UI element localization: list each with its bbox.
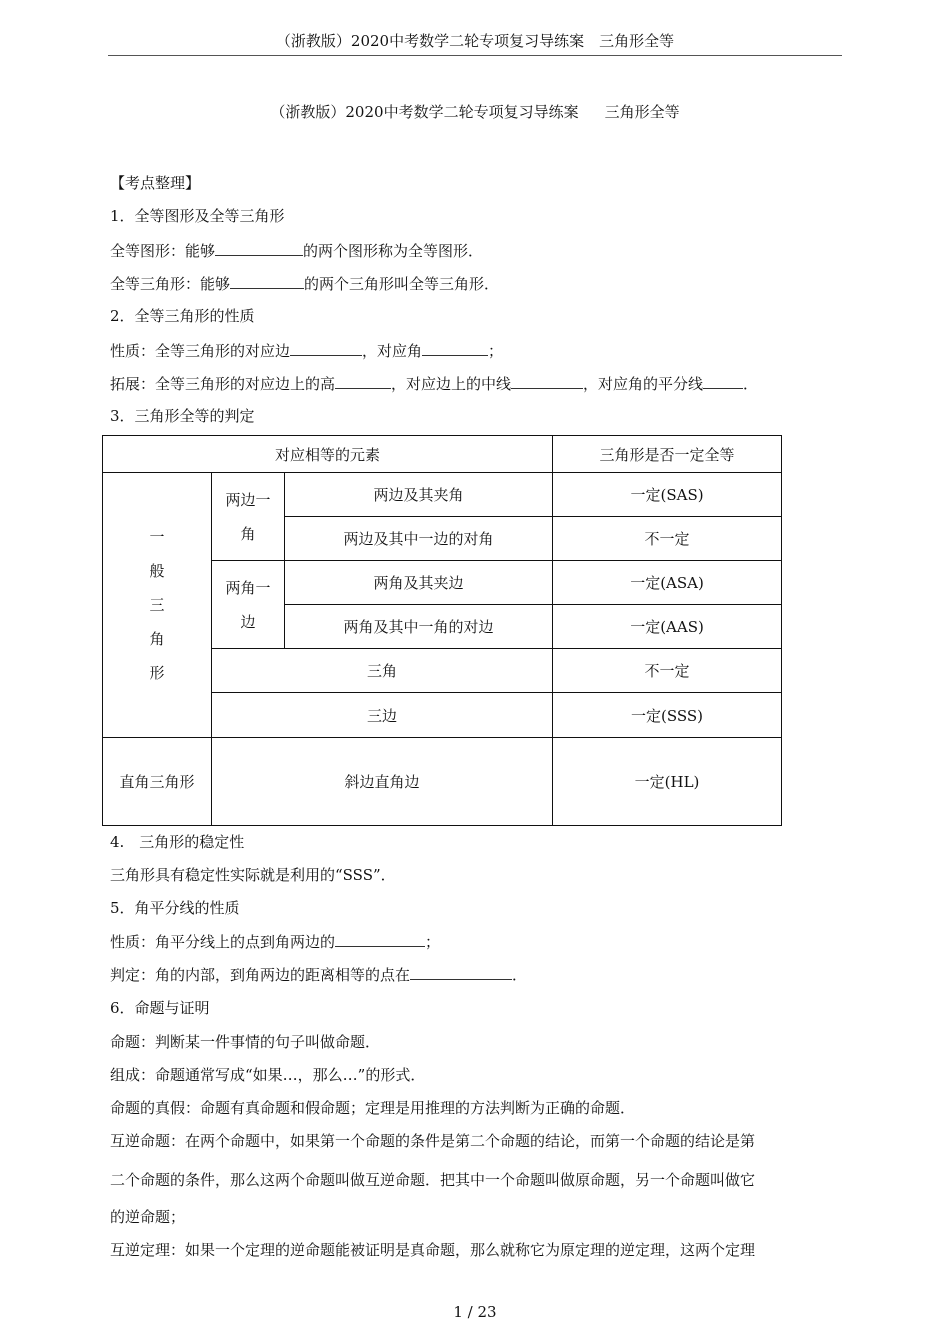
condition-cell: 三角 — [212, 649, 553, 693]
result-cell: 一定(ASA) — [553, 561, 782, 605]
char: 角 — [240, 524, 256, 543]
char: 两角一 — [225, 578, 271, 597]
s1-line1 — [110, 240, 483, 261]
table-header-row — [103, 436, 782, 473]
text: ； — [425, 933, 441, 951]
group-two-angles-side — [212, 561, 285, 649]
fill-blank — [335, 932, 425, 947]
char: 两边一 — [225, 490, 271, 509]
fill-blank — [230, 274, 304, 289]
s2-line1 — [110, 340, 503, 361]
result-cell: 不一定 — [553, 517, 782, 561]
result-cell: 一定(HL) — [553, 738, 782, 826]
fill-blank — [511, 374, 583, 389]
text: 性质：全等三角形的对应边 — [110, 342, 291, 360]
text: 的两个三角形叫全等三角形． — [304, 275, 500, 293]
s1-line2 — [110, 273, 499, 294]
s6-p2: 组成：命题通常写成“如果…，那么…”的形式． — [110, 1066, 426, 1084]
s3-heading: 3．三角形全等的判定 — [110, 407, 255, 425]
document-title — [0, 101, 950, 122]
text: 全等三角形：能够 — [110, 275, 231, 293]
running-header: （浙教版）2020中考数学二轮专项复习导练案 三角形全等 — [108, 30, 842, 56]
condition-cell: 斜边直角边 — [212, 738, 553, 826]
congruence-criteria-table — [102, 435, 782, 826]
s6-heading: 6．命题与证明 — [110, 999, 210, 1017]
s5-heading: 5．角平分线的性质 — [110, 899, 240, 917]
text: ，对应角的平分线 — [583, 375, 704, 393]
section-label: 【考点整理】 — [110, 174, 201, 192]
result-cell: 一定(AAS) — [553, 605, 782, 649]
text: 的两个图形称为全等图形． — [303, 242, 484, 260]
s6-p4-line2: 二个命题的条件，那么这两个命题叫做互逆命题．把其中一个命题叫做原命题，另一个命题叫做它 — [110, 1171, 756, 1189]
right-triangle-label: 直角三角形 — [103, 738, 212, 826]
fill-blank — [335, 374, 391, 389]
fill-blank — [290, 341, 362, 356]
s6-p1: 命题：判断某一件事情的句子叫做命题． — [110, 1033, 381, 1051]
s2-heading: 2．全等三角形的性质 — [110, 307, 255, 325]
page-number: 1 / 23 — [453, 1303, 497, 1321]
table-row — [103, 738, 782, 826]
fill-blank — [703, 374, 743, 389]
fill-blank — [410, 965, 512, 980]
s1-heading: 1．全等图形及全等三角形 — [110, 207, 285, 225]
header-result: 三角形是否一定全等 — [553, 436, 782, 473]
condition-cell: 两角及其中一角的对边 — [285, 605, 553, 649]
text: ． — [512, 966, 528, 984]
char: 般 — [149, 562, 165, 580]
title-topic: 三角形全等 — [604, 103, 680, 121]
text: ． — [743, 375, 759, 393]
title-main: （浙教版）2020中考数学二轮专项复习导练案 — [270, 103, 579, 121]
char: 角 — [149, 630, 165, 648]
char: 形 — [149, 664, 165, 682]
text: ； — [488, 342, 504, 360]
fill-blank — [215, 241, 303, 256]
fill-blank — [422, 341, 488, 356]
s6-p3: 命题的真假：命题有真命题和假命题；定理是用推理的方法判断为正确的命题． — [110, 1099, 636, 1117]
char: 一 — [149, 528, 165, 546]
text: 全等图形：能够 — [110, 242, 216, 260]
text: ，对应边上的中线 — [391, 375, 512, 393]
s6-p5-line1: 互逆定理：如果一个定理的逆命题能被证明是真命题，那么就称它为原定理的逆定理，这两个定理 — [110, 1241, 756, 1259]
s2-line2 — [110, 373, 758, 394]
result-cell: 不一定 — [553, 649, 782, 693]
group-two-sides-angle — [212, 473, 285, 561]
header-elements: 对应相等的元素 — [103, 436, 553, 473]
text: 性质：角平分线上的点到角两边的 — [110, 933, 336, 951]
s5-line2 — [110, 964, 527, 985]
text: ，对应角 — [362, 342, 423, 360]
s5-line1 — [110, 931, 440, 952]
char: 三 — [149, 596, 165, 614]
condition-cell: 三边 — [212, 693, 553, 738]
s6-p4-line3: 的逆命题； — [110, 1208, 186, 1226]
s6-p4-line1: 互逆命题：在两个命题中，如果第一个命题的条件是第二个命题的结论，而第一个命题的结论是第 — [110, 1132, 756, 1150]
result-cell: 一定(SAS) — [553, 473, 782, 517]
char: 边 — [240, 612, 256, 631]
condition-cell: 两边及其中一边的对角 — [285, 517, 553, 561]
result-cell: 一定(SSS) — [553, 693, 782, 738]
s4-text: 三角形具有稳定性实际就是利用的“SSS”． — [110, 866, 396, 884]
general-triangle-label — [103, 473, 212, 738]
table-row — [103, 473, 782, 517]
condition-cell: 两边及其夹角 — [285, 473, 553, 517]
text: 判定：角的内部，到角两边的距离相等的点在 — [110, 966, 411, 984]
s4-heading: 4. 三角形的稳定性 — [110, 833, 245, 851]
text: 拓展：全等三角形的对应边上的高 — [110, 375, 336, 393]
condition-cell: 两角及其夹边 — [285, 561, 553, 605]
